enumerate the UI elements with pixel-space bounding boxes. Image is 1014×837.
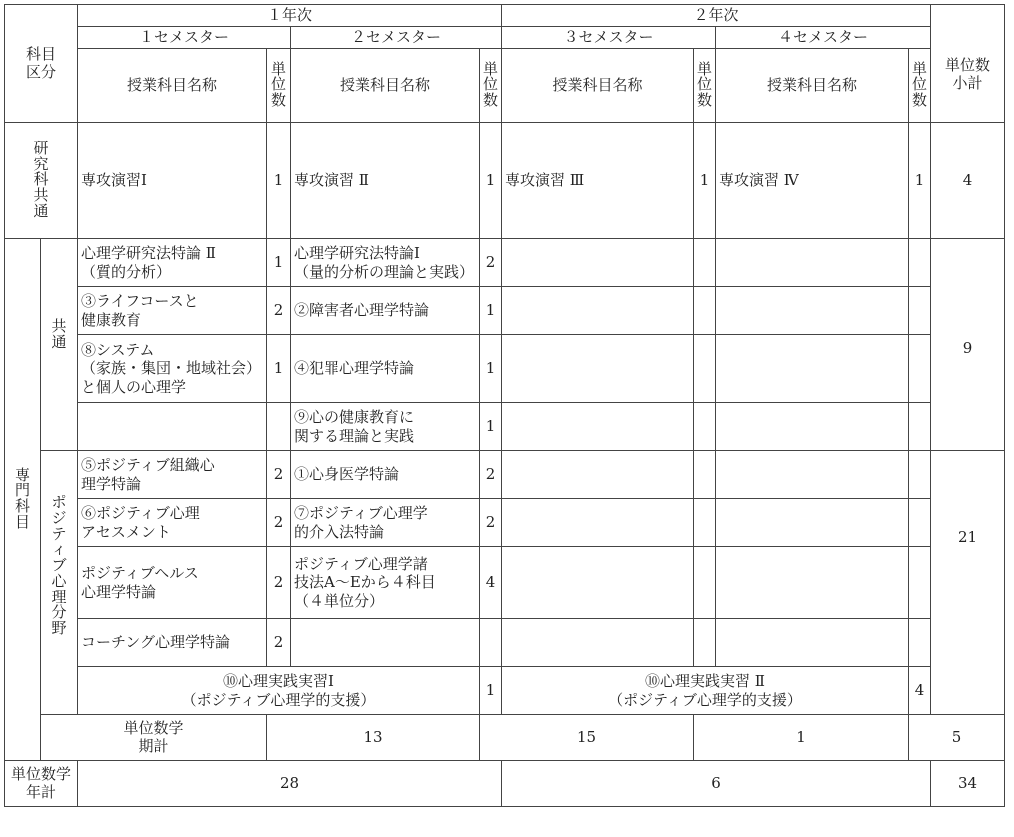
pos-r2-s1-units: 2 — [267, 499, 291, 547]
pos-r4-s3-units — [694, 619, 716, 667]
common-r2-s1-name: ③ライフコースと 健康教育 — [78, 287, 267, 335]
common-subtotal: 9 — [931, 239, 1005, 451]
term-total-s3: 1 — [694, 715, 909, 761]
pos-r4-s4-name — [716, 619, 909, 667]
sem3-header: ３セメスター — [502, 27, 716, 49]
subtotal-header-label: 単位数小計 — [945, 55, 991, 93]
subtotal-header — [931, 27, 1005, 123]
common-r4-s4-units — [909, 403, 931, 451]
common-r2-s1-units: 2 — [267, 287, 291, 335]
practice2-units: 4 — [909, 667, 931, 715]
pos-r3-s4-name — [716, 547, 909, 619]
pos-r1-s4-name — [716, 451, 909, 499]
common-r4-s2-units: 1 — [480, 403, 502, 451]
common-r3-s3-name — [502, 335, 694, 403]
common-r2-s3-units — [694, 287, 716, 335]
pos-r2-s1-name: ⑥ポジティブ心理 アセスメント — [78, 499, 267, 547]
s1-course-name-header: 授業科目名称 — [78, 49, 267, 123]
common-r3-s1-units: 1 — [267, 335, 291, 403]
common-r1-s2-name: 心理学研究法特論Ⅰ （量的分析の理論と実践） — [291, 239, 480, 287]
pos-r3-s2-name: ポジティブ心理学諸 技法A～Eから４科目 （４単位分） — [291, 547, 480, 619]
pos-r2-s2-units: 2 — [480, 499, 502, 547]
pos-r4-s2-units — [480, 619, 502, 667]
pos-r2-s3-units — [694, 499, 716, 547]
rc-subtotal: 4 — [931, 123, 1005, 239]
common-r3-s1-name: ⑧システム （家族・集団・地域社会） と個人の心理学 — [78, 335, 267, 403]
term-totals-label: 単位数学期計 — [41, 715, 267, 761]
s2-units-header: 単位数 — [480, 49, 502, 123]
common-label: 共通 — [41, 239, 78, 451]
common-r4-s4-name — [716, 403, 909, 451]
pos-r2-s4-name — [716, 499, 909, 547]
grand-total: 34 — [931, 761, 1005, 807]
pos-r3-s2-units: 4 — [480, 547, 502, 619]
year1-header: １年次 — [78, 5, 502, 27]
pos-r1-s3-name — [502, 451, 694, 499]
pos-r1-s1-name: ⑤ポジティブ組織心 理学特論 — [78, 451, 267, 499]
positive-label: ポジティブ心理分野 — [41, 451, 78, 715]
rc-s2-name: 専攻演習 Ⅱ — [291, 123, 480, 239]
rc-s1-units: 1 — [267, 123, 291, 239]
common-r3-s2-name: ④犯罪心理学特論 — [291, 335, 480, 403]
pos-r1-s2-name: ①心身医学特論 — [291, 451, 480, 499]
common-r4-s3-name — [502, 403, 694, 451]
curriculum-table — [4, 4, 1005, 807]
term-total-s1: 13 — [267, 715, 480, 761]
subtotal-header-top — [931, 5, 1005, 27]
rc-s4-units: 1 — [909, 123, 931, 239]
term-total-s4: 5 — [909, 715, 1005, 761]
common-r4-s3-units — [694, 403, 716, 451]
curriculum-table-wrapper — [4, 4, 1005, 807]
research-common-label: 研究科共通 — [5, 123, 78, 239]
pos-r1-s2-units: 2 — [480, 451, 502, 499]
pos-r3-s3-name — [502, 547, 694, 619]
specialized-label: 専門科目 — [5, 239, 41, 761]
common-r2-s4-units — [909, 287, 931, 335]
pos-r4-s4-units — [909, 619, 931, 667]
s1-units-header: 単位数 — [267, 49, 291, 123]
pos-r3-s1-units: 2 — [267, 547, 291, 619]
rc-s2-units: 1 — [480, 123, 502, 239]
common-r2-s4-name — [716, 287, 909, 335]
common-r1-s3-units — [694, 239, 716, 287]
pos-r2-s3-name — [502, 499, 694, 547]
common-r2-s2-name: ②障害者心理学特論 — [291, 287, 480, 335]
practice1-units: 1 — [480, 667, 502, 715]
practice1-name: ⑩心理実践実習Ⅰ （ポジティブ心理学的支援） — [78, 667, 480, 715]
s3-course-name-header: 授業科目名称 — [502, 49, 694, 123]
common-r1-s1-name: 心理学研究法特論 Ⅱ （質的分析） — [78, 239, 267, 287]
pos-r3-s4-units — [909, 547, 931, 619]
pos-r1-s1-units: 2 — [267, 451, 291, 499]
rc-s4-name: 専攻演習 Ⅳ — [716, 123, 909, 239]
s4-units-header: 単位数 — [909, 49, 931, 123]
rc-s1-name: 専攻演習Ⅰ — [78, 123, 267, 239]
category-header-label: 科目区分 — [25, 45, 56, 82]
pos-r2-s4-units — [909, 499, 931, 547]
common-r1-s1-units: 1 — [267, 239, 291, 287]
rc-s3-name: 専攻演習 Ⅲ — [502, 123, 694, 239]
category-header — [5, 5, 78, 123]
common-r3-s2-units: 1 — [480, 335, 502, 403]
common-r1-s2-units: 2 — [480, 239, 502, 287]
common-r1-s4-name — [716, 239, 909, 287]
common-r3-s4-name — [716, 335, 909, 403]
sem1-header: １セメスター — [78, 27, 291, 49]
year2-header: ２年次 — [502, 5, 931, 27]
pos-r3-s1-name: ポジティブヘルス 心理学特論 — [78, 547, 267, 619]
sem4-header: ４セメスター — [716, 27, 931, 49]
common-r3-s4-units — [909, 335, 931, 403]
common-r3-s3-units — [694, 335, 716, 403]
common-r4-s1-units — [267, 403, 291, 451]
common-r2-s3-name — [502, 287, 694, 335]
pos-r4-s1-units: 2 — [267, 619, 291, 667]
year-total-y1: 28 — [78, 761, 502, 807]
pos-r3-s3-units — [694, 547, 716, 619]
common-r4-s1-name — [78, 403, 267, 451]
s2-course-name-header: 授業科目名称 — [291, 49, 480, 123]
year-total-y2: 6 — [502, 761, 931, 807]
common-r1-s3-name — [502, 239, 694, 287]
practice2-name: ⑩心理実践実習 Ⅱ （ポジティブ心理学的支援） — [502, 667, 909, 715]
sem2-header: ２セメスター — [291, 27, 502, 49]
s4-course-name-header: 授業科目名称 — [716, 49, 909, 123]
common-r2-s2-units: 1 — [480, 287, 502, 335]
pos-r4-s2-name — [291, 619, 480, 667]
common-r1-s4-units — [909, 239, 931, 287]
year-totals-label: 単位数学年計 — [5, 761, 78, 807]
pos-r1-s3-units — [694, 451, 716, 499]
s3-units-header: 単位数 — [694, 49, 716, 123]
pos-r4-s3-name — [502, 619, 694, 667]
pos-r1-s4-units — [909, 451, 931, 499]
positive-subtotal: 21 — [931, 451, 1005, 715]
rc-s3-units: 1 — [694, 123, 716, 239]
pos-r2-s2-name: ⑦ポジティブ心理学 的介入法特論 — [291, 499, 480, 547]
term-total-s2: 15 — [480, 715, 694, 761]
pos-r4-s1-name: コーチング心理学特論 — [78, 619, 267, 667]
common-r4-s2-name: ⑨心の健康教育に 関する理論と実践 — [291, 403, 480, 451]
